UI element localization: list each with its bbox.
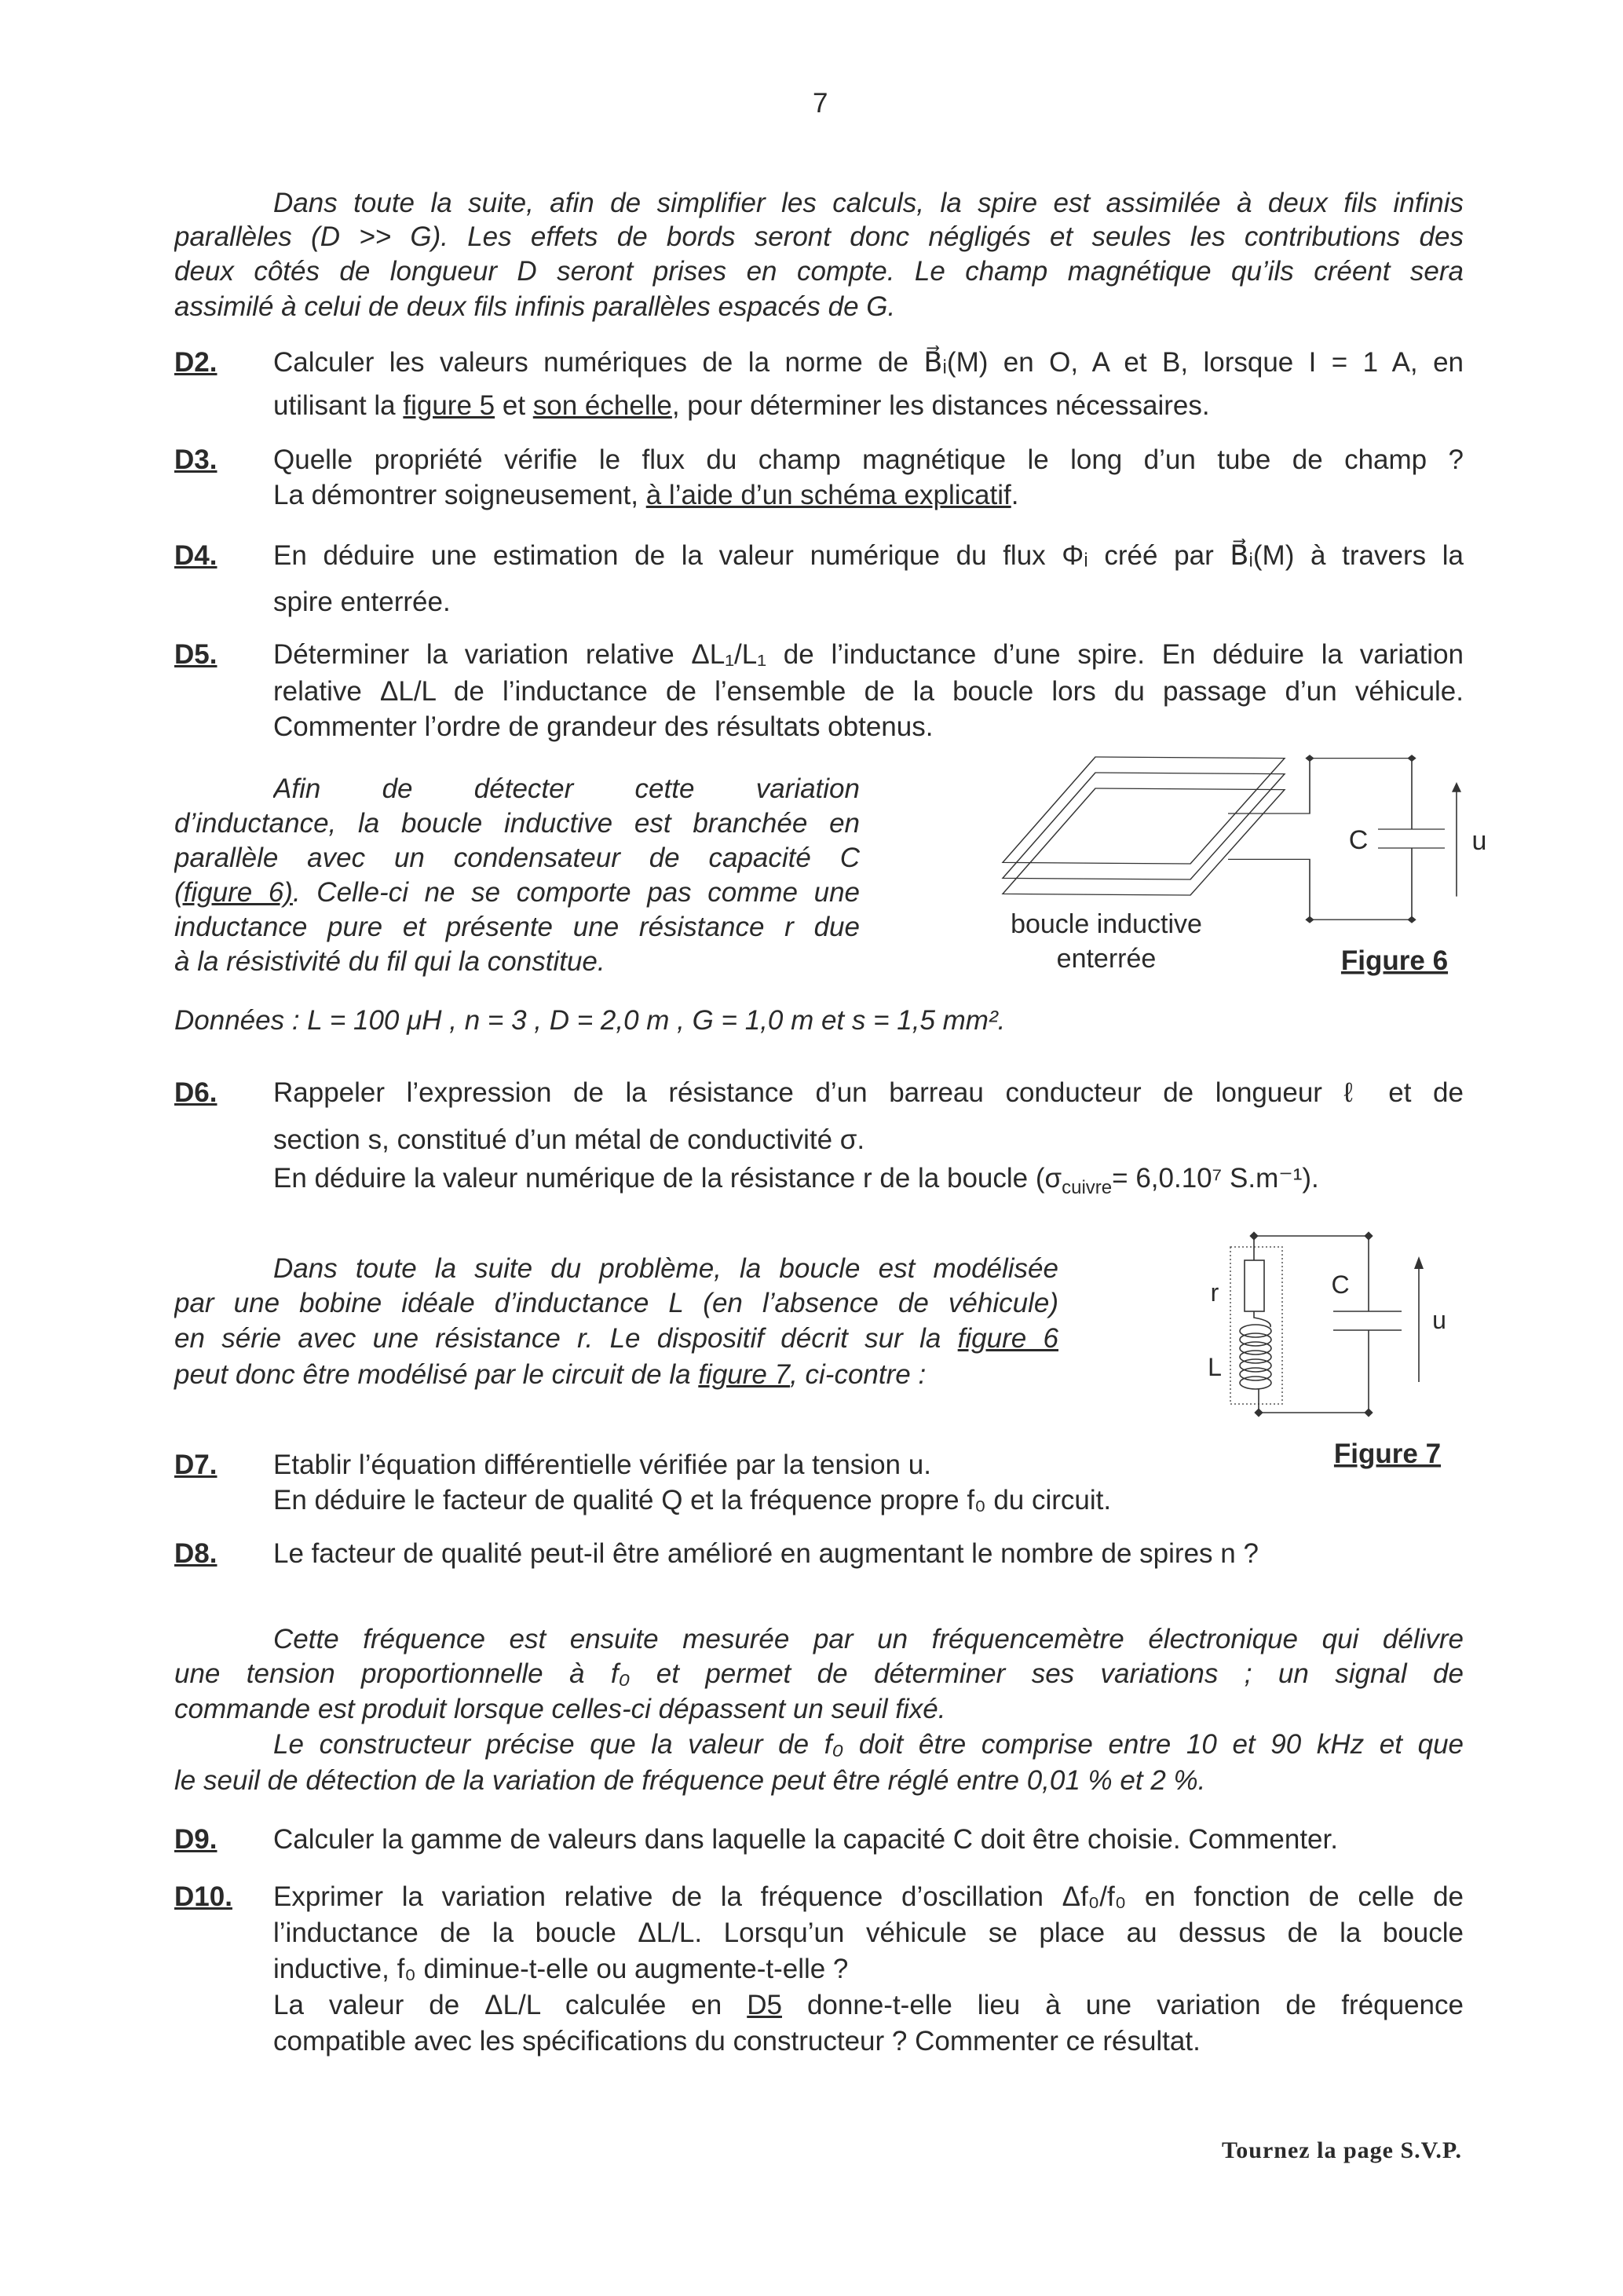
figure-ref: figure 7 bbox=[698, 1359, 791, 1390]
frequency-line: Cette fréquence est ensuite mesurée par un fréquencemètre électronique qui délivre bbox=[273, 1624, 1464, 1654]
question-d9-line: Calculer la gamme de valeurs dans laquelle la capacité C doit être choisie. Commenter. bbox=[273, 1824, 1338, 1855]
figure-7-title: Figure 7 bbox=[1333, 1439, 1442, 1469]
question-d10-line: compatible avec les spécifications du constructeur ? Commenter ce résultat. bbox=[273, 2026, 1201, 2057]
capacitor-label: C bbox=[1331, 1270, 1350, 1299]
question-d8-line: Le facteur de qualité peut-il être amélioré en augmentant le nombre de spires n ? bbox=[273, 1538, 1259, 1569]
afin-line: d’inductance, la boucle inductive est branchée en bbox=[174, 808, 860, 839]
voltage-label: u bbox=[1471, 826, 1487, 856]
text: utilisant la bbox=[273, 390, 404, 421]
model-line bbox=[174, 1322, 1058, 1356]
text: , pour déterminer les distances nécessaires. bbox=[671, 390, 1210, 421]
question-d10-line: inductive, f₀ diminue-t-elle ou augmente-t-elle ? bbox=[273, 1954, 849, 1984]
question-label-d4: D4. bbox=[174, 540, 217, 571]
text: En déduire la valeur numérique de la résistance r de la boucle (σ bbox=[273, 1163, 1062, 1194]
resistor-label: r bbox=[1210, 1278, 1219, 1307]
intro-line: assimilé à celui de deux fils infinis parallèles espacés de G. bbox=[174, 291, 896, 322]
text: La démontrer soigneusement, bbox=[273, 480, 646, 510]
question-ref: D5 bbox=[747, 1990, 782, 2020]
arrow-head-icon bbox=[1452, 782, 1461, 792]
voltage-label: u bbox=[1432, 1306, 1446, 1334]
question-label-d9: D9. bbox=[174, 1824, 217, 1855]
question-label-d8: D8. bbox=[174, 1538, 217, 1569]
question-label-d10: D10. bbox=[174, 1881, 232, 1912]
capacitor-label: C bbox=[1348, 825, 1369, 855]
question-d6-line: Rappeler l’expression de la résistance d’un barreau conducteur de longueur ℓ et de bbox=[273, 1077, 1464, 1108]
model-line: Dans toute la suite du problème, la boucle est modélisée bbox=[273, 1253, 1058, 1284]
question-label-d6: D6. bbox=[174, 1077, 217, 1108]
text: en série avec une résistance r. Le dispositif décrit sur la bbox=[174, 1323, 958, 1354]
text: . Celle-ci ne se comporte pas comme une bbox=[292, 877, 860, 908]
question-d10-line: l’inductance de la boucle ΔL/L. Lorsqu’un véhicule se place au dessus de la boucle bbox=[273, 1918, 1464, 1948]
text: La valeur de ΔL/L calculée en bbox=[273, 1990, 748, 2020]
question-d3-line bbox=[273, 478, 1018, 513]
afin-line: inductance pure et présente une résistance r due bbox=[174, 912, 860, 942]
afin-line: à la résistivité du fil qui la constitue. bbox=[174, 946, 605, 977]
question-d10-line: Exprimer la variation relative de la fréquence d’oscillation Δf₀/f₀ en fonction de celle de bbox=[273, 1881, 1464, 1912]
frequency-line: le seuil de détection de la variation de fréquence peut être réglé entre 0,01 % et 2 %. bbox=[174, 1765, 1206, 1796]
figure-6-caption: enterrée bbox=[1056, 944, 1157, 974]
question-d10-line bbox=[273, 1988, 1464, 2023]
subscript: cuivre bbox=[1062, 1177, 1113, 1198]
question-d4-line: spire enterrée. bbox=[273, 587, 451, 617]
question-d7-line: En déduire le facteur de qualité Q et la fréquence propre f₀ du circuit. bbox=[273, 1485, 1112, 1515]
figure-7-diagram bbox=[1162, 1225, 1492, 1484]
inductor-label: L bbox=[1208, 1353, 1222, 1381]
text: , ci-contre : bbox=[790, 1359, 927, 1390]
text: = 6,0.10⁷ S.m⁻¹). bbox=[1112, 1163, 1319, 1194]
text: . bbox=[1011, 480, 1019, 510]
question-d2-line bbox=[273, 389, 1210, 423]
question-d6-line: section s, constitué d’un métal de conductivité σ. bbox=[273, 1124, 865, 1155]
inductive-loop-icon bbox=[1003, 757, 1457, 919]
intro-line: Dans toute la suite, afin de simplifier les calculs, la spire est assimilée à deux fils infinis bbox=[273, 188, 1464, 218]
question-d5-line: Commenter l’ordre de grandeur des résultats obtenus. bbox=[273, 711, 934, 742]
emphasis: à l’aide d’un schéma explicatif bbox=[645, 480, 1011, 510]
model-line bbox=[174, 1358, 926, 1392]
intro-line: deux côtés de longueur D seront prises en compte. Le champ magnétique qu’ils créent sera bbox=[174, 256, 1464, 287]
frequency-line: commande est produit lorsque celles-ci dépassent un seuil fixé. bbox=[174, 1694, 946, 1724]
data-values: Données : L = 100 μH , n = 3 , D = 2,0 m , G = 1,0 m et s = 1,5 mm². bbox=[174, 1005, 1006, 1036]
question-label-d7: D7. bbox=[174, 1450, 217, 1480]
figure-6-title: Figure 6 bbox=[1340, 945, 1449, 976]
question-d5-line: Déterminer la variation relative ΔL₁/L₁ de l’inductance d’une spire. En déduire la variation bbox=[273, 639, 1464, 670]
question-d6-line bbox=[273, 1161, 1319, 1196]
text: donne-t-elle lieu à une variation de fréquence bbox=[781, 1990, 1464, 2020]
text: peut donc être modélisé par le circuit de la bbox=[174, 1359, 699, 1390]
arrow-head-icon bbox=[1414, 1256, 1424, 1269]
circuit-node-icon bbox=[1249, 1231, 1373, 1417]
question-d5-line: relative ΔL/L de l’inductance de l’ensemble de la boucle lors du passage d’un véhicule. bbox=[273, 676, 1464, 707]
figure-ref: (figure 6) bbox=[174, 877, 293, 908]
question-d3-line: Quelle propriété vérifie le flux du champ magnétique le long d’un tube de champ ? bbox=[273, 444, 1464, 475]
figure-ref: figure 5 bbox=[403, 390, 495, 421]
afin-line: parallèle avec un condensateur de capacité C bbox=[174, 843, 860, 873]
page-number: 7 bbox=[813, 88, 828, 119]
question-d7-line: Etablir l’équation différentielle vérifiée par la tension u. bbox=[273, 1450, 931, 1480]
figure-ref: figure 6 bbox=[957, 1323, 1058, 1354]
question-label-d3: D3. bbox=[174, 444, 217, 475]
question-label-d5: D5. bbox=[174, 639, 217, 670]
resistor-icon bbox=[1245, 1260, 1264, 1311]
text: et bbox=[495, 390, 533, 421]
scale-ref: son échelle bbox=[532, 390, 672, 421]
afin-line: Afin de détecter cette variation bbox=[273, 773, 860, 804]
question-d2-line: Calculer les valeurs numériques de la norme de B⃗ᵢ(M) en O, A et B, lorsque I = 1 A, en bbox=[273, 347, 1464, 378]
question-d4-line: En déduire une estimation de la valeur numérique du flux Φᵢ créé par B⃗ᵢ(M) à travers la bbox=[273, 540, 1464, 571]
question-label-d2: D2. bbox=[174, 347, 217, 378]
intro-line: parallèles (D >> G). Les effets de bords seront donc négligés et seules les contributions des bbox=[174, 221, 1464, 252]
figure-6-diagram bbox=[981, 738, 1531, 989]
afin-line bbox=[174, 876, 860, 910]
coil-icon bbox=[1240, 1325, 1271, 1389]
frequency-line: Le constructeur précise que la valeur de f₀ doit être comprise entre 10 et 90 kHz et que bbox=[273, 1729, 1464, 1760]
figure-6-caption: boucle inductive bbox=[1011, 909, 1202, 939]
model-line: par une bobine idéale d’inductance L (en l’absence de véhicule) bbox=[174, 1288, 1058, 1318]
footer-turn-page: Tournez la page S.V.P. bbox=[1222, 2137, 1462, 2163]
frequency-line: une tension proportionnelle à f₀ et permet de déterminer ses variations ; un signal de bbox=[174, 1658, 1464, 1689]
